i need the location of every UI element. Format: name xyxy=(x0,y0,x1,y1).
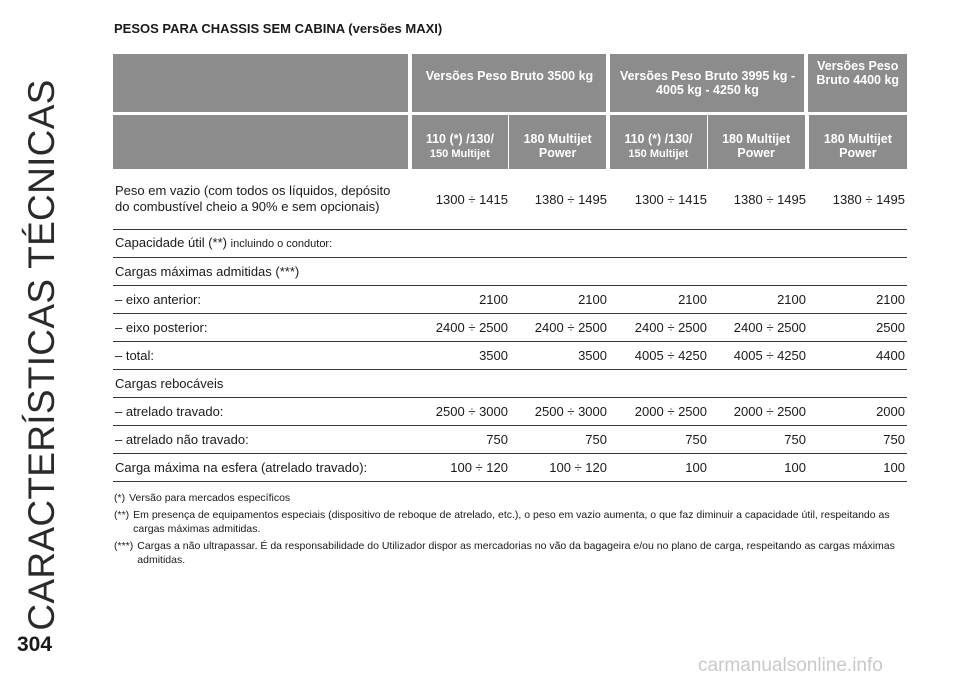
table-row xyxy=(113,230,907,258)
table-row xyxy=(113,454,907,482)
footnote-mark: (**) xyxy=(114,509,130,521)
engine-line1: 180 Multijet xyxy=(722,132,791,146)
row-label: – atrelado não travado: xyxy=(115,431,249,447)
row-label-note: incluindo o condutor: xyxy=(230,238,333,250)
cell-value: 100 ÷ 120 xyxy=(549,460,607,475)
table-row xyxy=(113,258,907,286)
cell-value: 1380 ÷ 1495 xyxy=(832,191,905,207)
table-row xyxy=(113,370,907,398)
cell-value: 4400 xyxy=(876,348,905,363)
cell-value: 750 xyxy=(784,432,806,447)
row-label: – eixo posterior: xyxy=(115,319,208,335)
cell-value: 4005 ÷ 4250 xyxy=(733,348,806,363)
cell-value: 4005 ÷ 4250 xyxy=(634,348,707,363)
cell-value: 2500 ÷ 3000 xyxy=(435,404,508,419)
cell-value: 2100 xyxy=(678,292,707,307)
cell-value: 2100 xyxy=(777,292,806,307)
table-row xyxy=(113,286,907,314)
cell-value: 2000 ÷ 2500 xyxy=(634,404,707,419)
header-engine-5 xyxy=(809,115,907,169)
page-number: 304 xyxy=(17,633,53,656)
footnote-text: Versão para mercados específicos xyxy=(129,492,291,504)
footnote-mark: (*) xyxy=(114,492,126,504)
engine-line1: 110 (*) /130/ xyxy=(624,132,693,146)
row-label: – total: xyxy=(115,347,155,363)
cell-value: 2400 ÷ 2500 xyxy=(435,320,508,335)
cell-value: 2400 ÷ 2500 xyxy=(733,320,806,335)
cell-value: 1380 ÷ 1495 xyxy=(534,191,607,207)
cell-value: 750 xyxy=(486,432,508,447)
cell-value: 3500 xyxy=(578,348,607,363)
footnote-text: Cargas a não ultrapassar. É da responsabilidade do Utilizador dispor as mercadorias no vão da bagageira e/ou no plano de carga, respeitando as cargas máximas admitidas. xyxy=(137,540,895,566)
weights-table xyxy=(113,54,907,482)
row-label: Cargas máximas admitidas (***) xyxy=(115,263,300,279)
header-group-3500: Versões Peso Bruto 3500 kg xyxy=(412,54,606,112)
cell-value: 3500 xyxy=(479,348,508,363)
table-header-groups xyxy=(113,54,907,112)
table-row xyxy=(113,169,907,230)
cell-value: 750 xyxy=(585,432,607,447)
row-label: – eixo anterior: xyxy=(115,291,201,307)
footnotes xyxy=(114,491,914,570)
footnote xyxy=(114,491,914,505)
cell-value: 100 xyxy=(883,460,905,475)
row-label: Cargas rebocáveis xyxy=(115,375,224,391)
header-engine-2 xyxy=(509,115,606,169)
cell-value: 2400 ÷ 2500 xyxy=(634,320,707,335)
side-section-title: CARACTERÍSTICAS TÉCNICAS xyxy=(21,79,62,631)
row-label: – atrelado travado: xyxy=(115,403,224,419)
row-label-main: Capacidade útil (**) xyxy=(115,235,228,250)
row-label: Carga máxima na esfera (atrelado travado): xyxy=(115,459,368,475)
cell-value: 100 xyxy=(784,460,806,475)
cell-value: 2500 ÷ 3000 xyxy=(534,404,607,419)
cell-value: 2400 ÷ 2500 xyxy=(534,320,607,335)
header-engine-4 xyxy=(708,115,805,169)
cell-value: 2500 xyxy=(876,320,905,335)
header-engine-3 xyxy=(610,115,706,169)
cell-value: 2000 ÷ 2500 xyxy=(733,404,806,419)
engine-line2: Power xyxy=(538,146,577,160)
cell-value: 2100 xyxy=(876,292,905,307)
header-engine-1 xyxy=(412,115,508,169)
table-row xyxy=(113,314,907,342)
engine-line2: Power xyxy=(737,146,775,160)
footnote-text: Em presença de equipamentos especiais (dispositivo de reboque de atrelado, etc.), o peso em vazio aumenta, o que faz diminuir a capacidade útil, respeitando as cargas máximas admitidas. xyxy=(133,509,890,535)
cell-value: 100 ÷ 120 xyxy=(450,460,508,475)
cell-value: 100 xyxy=(685,460,707,475)
table-row xyxy=(113,342,907,370)
table-row xyxy=(113,426,907,454)
engine-line2: 150 Multijet xyxy=(628,148,689,160)
header-blank xyxy=(113,54,408,112)
engine-line2: 150 Multijet xyxy=(429,148,490,160)
header-blank xyxy=(113,115,408,169)
table-row xyxy=(113,398,907,426)
table-header-engines xyxy=(113,115,907,169)
engine-line2: Power xyxy=(839,146,877,160)
cell-value: 1300 ÷ 1415 xyxy=(634,191,707,207)
engine-line1: 180 Multijet xyxy=(523,132,592,146)
footnote-mark: (***) xyxy=(114,540,134,552)
cell-value: 1300 ÷ 1415 xyxy=(435,191,508,207)
section-title: PESOS PARA CHASSIS SEM CABINA (versões MAXI) xyxy=(114,21,443,36)
row-label xyxy=(113,235,332,252)
row-label: Peso em vazio (com todos os líquidos, depósito do combustível cheio a 90% e sem opcionais) xyxy=(115,183,391,214)
cell-value: 750 xyxy=(883,432,905,447)
cell-value: 1380 ÷ 1495 xyxy=(733,191,806,207)
cell-value: 2100 xyxy=(479,292,508,307)
cell-value: 2000 xyxy=(876,404,905,419)
cell-value: 750 xyxy=(685,432,707,447)
header-group-3995-4250: Versões Peso Bruto 3995 kg - 4005 kg - 4250 kg xyxy=(610,54,804,112)
engine-line1: 110 (*) /130/ xyxy=(425,132,494,146)
cell-value: 2100 xyxy=(578,292,607,307)
footnote xyxy=(114,539,914,567)
engine-line1: 180 Multijet xyxy=(823,132,892,146)
footnote xyxy=(114,508,914,536)
watermark: carmanualsonline.info xyxy=(698,655,883,676)
header-group-4400: Versões Peso Bruto 4400 kg xyxy=(808,54,907,112)
